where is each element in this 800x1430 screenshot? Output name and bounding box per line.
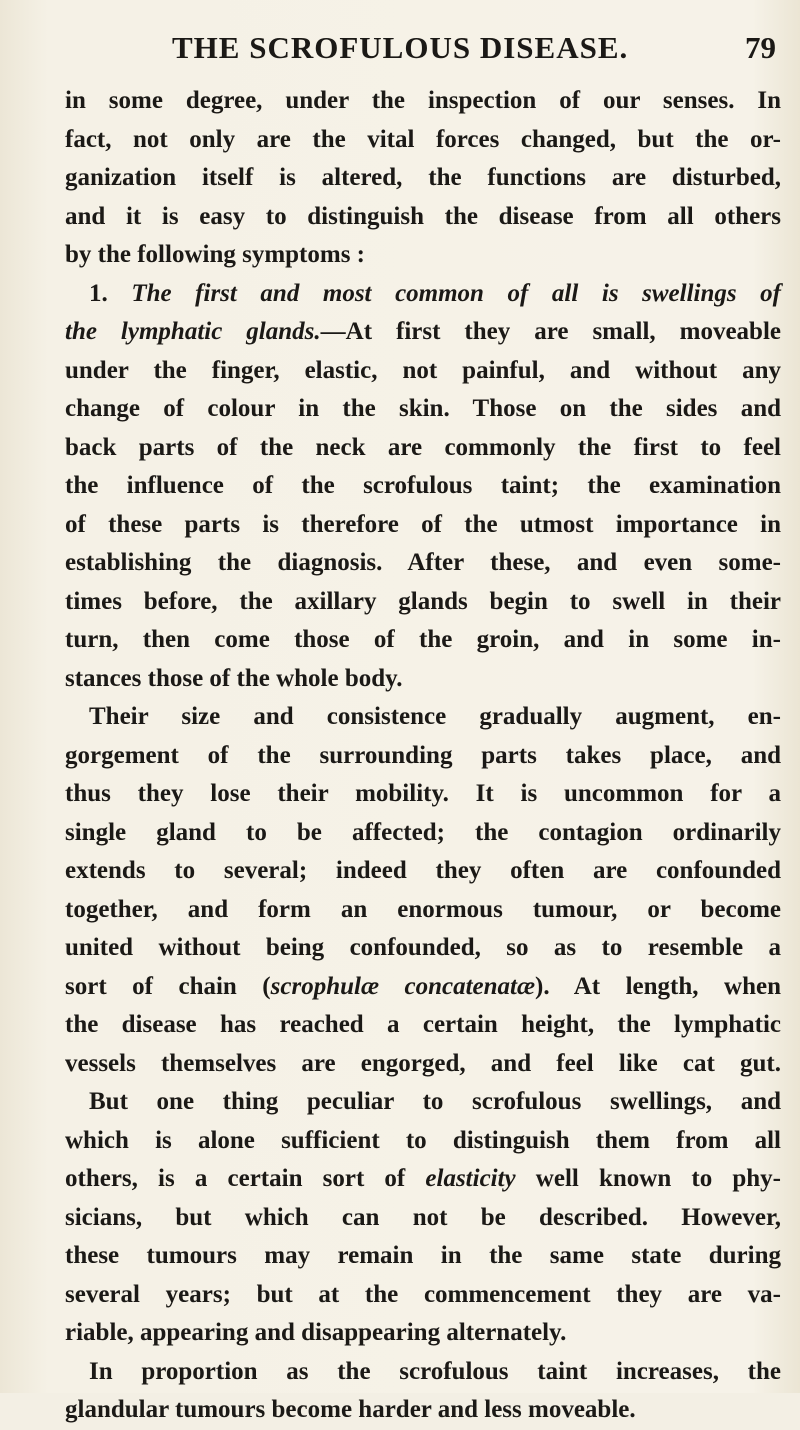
text-line: In proportion as the scrofulous taint increases, the — [89, 1357, 781, 1385]
text-line: But one thing peculiar to scrofulous swellings, and — [89, 1088, 781, 1115]
text-line: of these parts is therefore of the utmost importance in — [65, 510, 781, 538]
text-line: by the following symptoms : — [65, 241, 366, 268]
text-fragment: well known to phy- — [515, 1165, 782, 1192]
list-number: 1. — [89, 279, 132, 307]
text-line: under the finger, elastic, not painful, and without any — [65, 356, 781, 384]
page-number: 79 — [745, 30, 776, 65]
page-header — [80, 30, 790, 74]
text-line: riable, appearing and disappearing alternately. — [65, 1319, 567, 1346]
body-text — [65, 82, 781, 1430]
text-line — [65, 275, 781, 314]
text-line: and it is easy to distinguish the disease from all others — [65, 202, 781, 230]
text-line: the influence of the scrofulous taint; the examination — [65, 472, 781, 499]
italic-phrase: the lymphatic glands. — [65, 318, 321, 345]
text-line: times before, the axillary glands begin to swell in their — [65, 587, 781, 615]
text-line: turn, then come those of the groin, and in some in- — [65, 626, 781, 653]
text-line: gorgement of the surrounding parts takes place, and — [65, 741, 781, 769]
text-fragment: —At first they are small, moveable — [320, 318, 782, 345]
text-line: several years; but at the commencement they are va- — [65, 1280, 781, 1308]
text-line: the disease has reached a certain height, the lymphatic — [65, 1011, 781, 1038]
text-line: extends to several; indeed they often are confounded — [65, 857, 781, 884]
text-line: these tumours may remain in the same state during — [65, 1242, 781, 1269]
italic-phrase: scrophulæ concatenatæ — [270, 972, 536, 1000]
text-line: vessels themselves are engorged, and feel like cat gut. — [65, 1049, 781, 1077]
text-line: sicians, but which can not be described. However, — [65, 1203, 781, 1231]
text-line — [65, 968, 781, 1007]
text-fragment: others, is a certain sort of — [65, 1165, 426, 1192]
text-line: single gland to be affected; the contagion ordinarily — [65, 818, 781, 846]
text-line: ganization itself is altered, the functions are disturbed, — [65, 164, 781, 191]
text-line: stances those of the whole body. — [65, 664, 403, 692]
text-line: glandular tumours become harder and less moveable. — [65, 1396, 636, 1423]
text-line: fact, not only are the vital forces changed, but the or- — [65, 125, 781, 153]
text-line: united without being confounded, so as to resemble a — [65, 934, 781, 961]
text-line: back parts of the neck are commonly the first to feel — [65, 433, 781, 461]
text-line: together, and form an enormous tumour, or become — [65, 895, 781, 923]
text-line: in some degree, under the inspection of our senses. In — [65, 87, 781, 114]
text-line — [65, 313, 781, 352]
text-line: Their size and consistence gradually augment, en- — [89, 703, 781, 730]
text-fragment: sort of chain ( — [65, 972, 271, 1000]
text-line: change of colour in the skin. Those on the sides and — [65, 395, 781, 422]
text-line: establishing the diagnosis. After these, and even some- — [65, 549, 781, 576]
text-line — [65, 1160, 781, 1199]
italic-phrase: elasticity — [425, 1165, 516, 1192]
text-line: which is alone sufficient to distinguish them from all — [65, 1126, 781, 1154]
text-fragment: ). At length, when — [535, 972, 781, 1000]
text-line: thus they lose their mobility. It is uncommon for a — [65, 780, 781, 807]
italic-phrase: The first and most common of all is swellings of — [131, 279, 781, 307]
running-title: THE SCROFULOUS DISEASE. — [172, 30, 629, 65]
